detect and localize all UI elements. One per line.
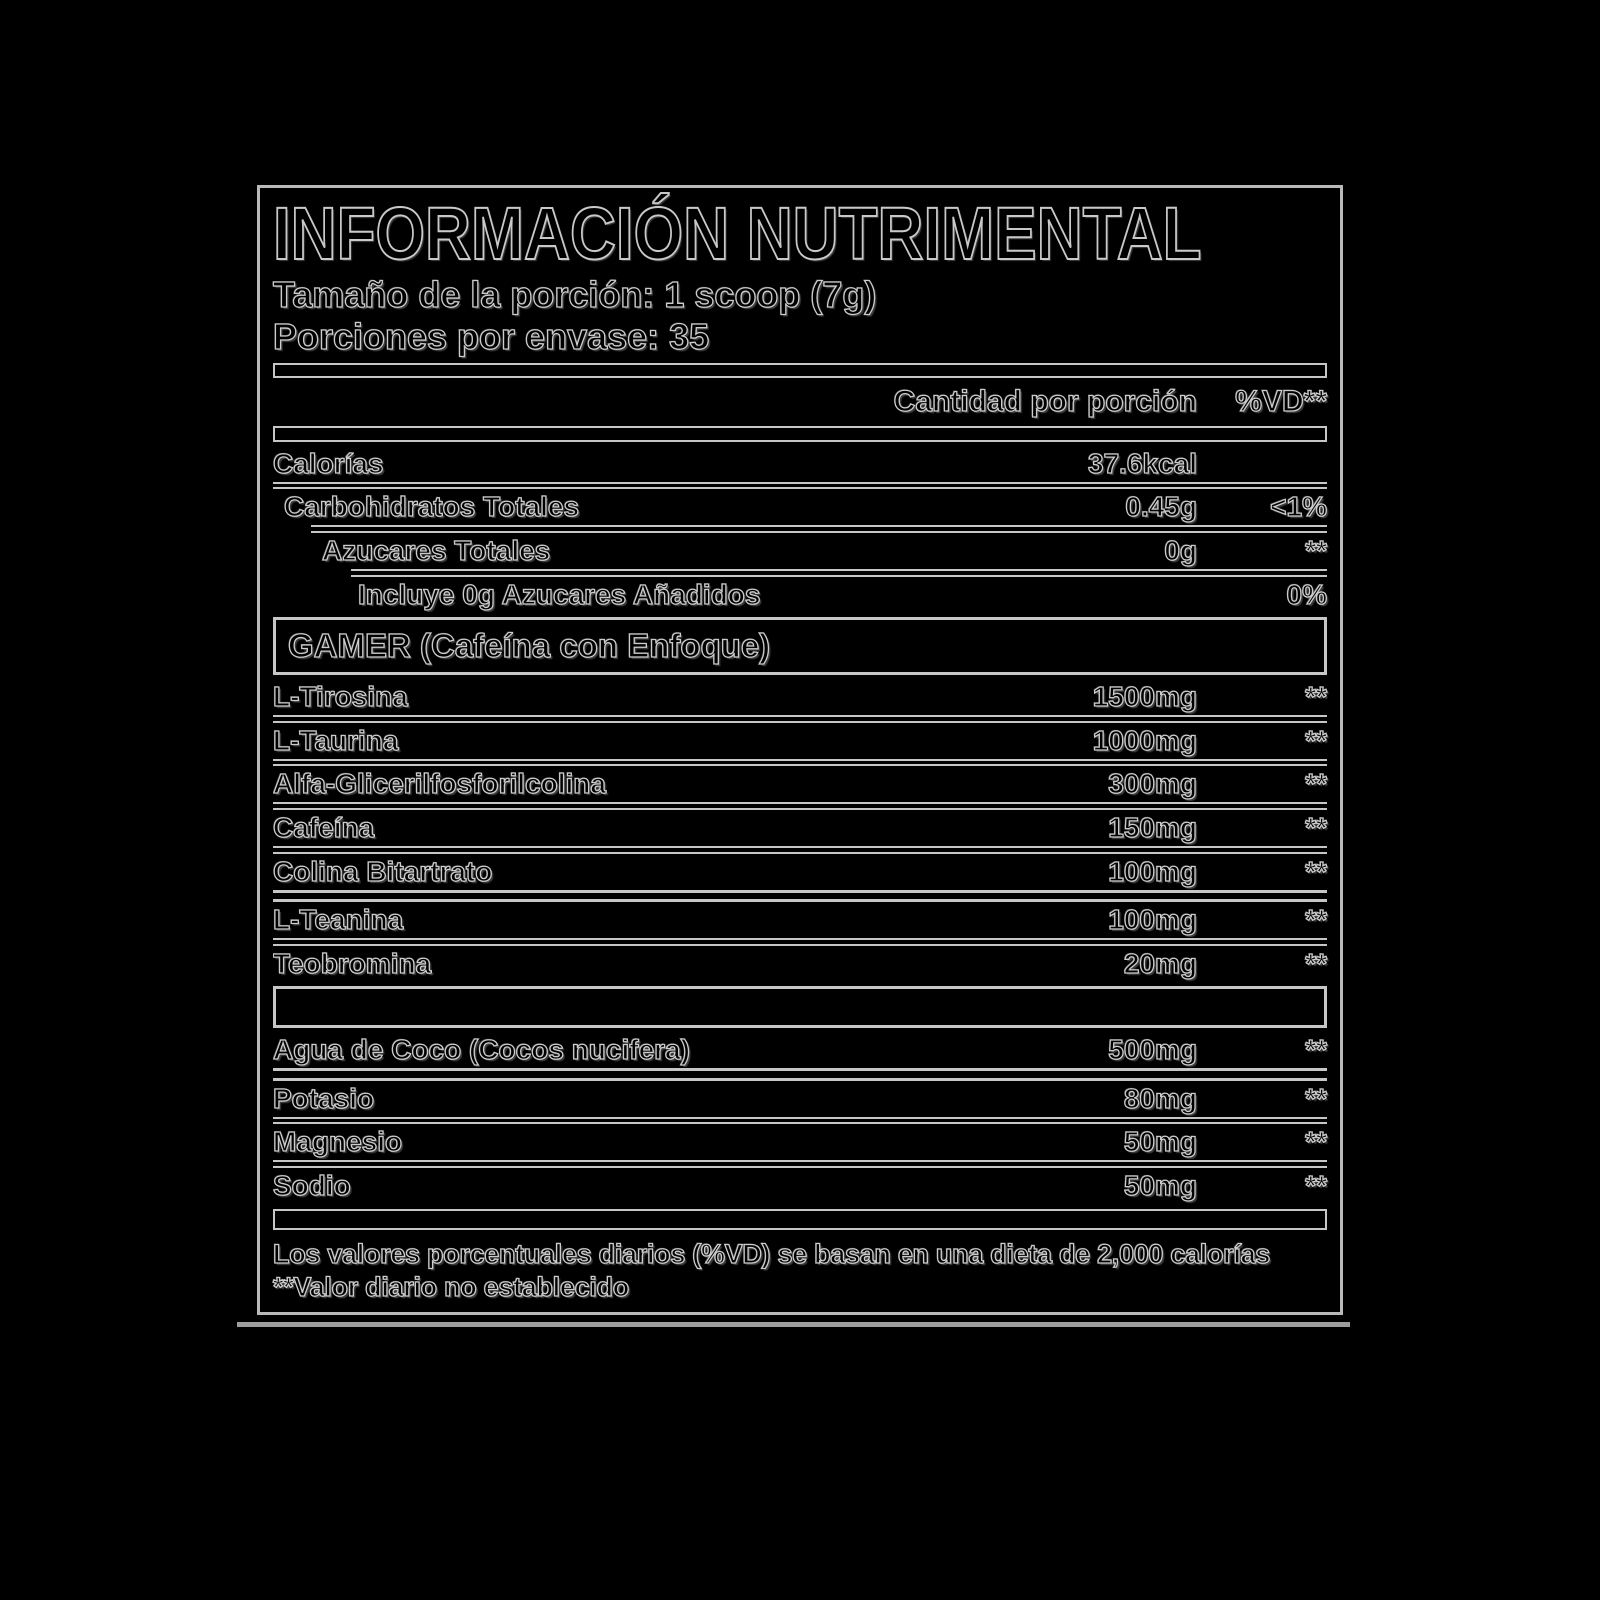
table-row-carbs	[273, 490, 1327, 524]
row-name: Alfa-Glicerilfosforilcolina	[273, 768, 606, 800]
row-separator	[273, 890, 1327, 903]
table-row-added-sugars	[273, 578, 1327, 612]
row-name: Calorías	[273, 447, 384, 479]
table-row-calories	[273, 447, 1327, 481]
row-separator	[273, 938, 1327, 946]
row-dv: **	[1305, 948, 1327, 980]
table-row-ingredient	[273, 1082, 1327, 1116]
row-separator	[273, 1117, 1327, 1125]
row-separator	[273, 1068, 1327, 1081]
separator-bar	[273, 1209, 1327, 1230]
row-separator	[273, 482, 1327, 490]
row-dv: <1%	[1270, 491, 1327, 523]
table-row-ingredient	[273, 680, 1327, 714]
row-amount: 1500mg	[1092, 680, 1197, 712]
row-dv: **	[1305, 1082, 1327, 1114]
row-name: Azucares Totales	[322, 535, 551, 566]
row-name: Colina Bitartrato	[273, 855, 493, 887]
table-row-ingredient	[273, 1125, 1327, 1159]
servings-per-container-line: Porciones por envase: 35	[273, 316, 710, 357]
table-row-ingredient	[273, 947, 1327, 981]
panel-title: INFORMACIÓN NUTRIMENTAL	[273, 192, 1202, 275]
nutrition-facts-panel	[257, 185, 1343, 1315]
row-separator	[351, 569, 1327, 577]
row-name: Cafeína	[273, 812, 375, 843]
footnote-dv-not-established: **Valor diario no establecido	[273, 1272, 629, 1302]
row-dv: **	[1305, 1034, 1327, 1066]
section-heading: GAMER (Cafeína con Enfoque)	[288, 626, 771, 664]
table-row-ingredient	[273, 855, 1327, 889]
row-amount: 50mg	[1123, 1170, 1197, 1202]
row-name: Incluye 0g Azucares Añadidos	[358, 578, 761, 610]
serving-size-line: Tamaño de la porción: 1 scoop (7g)	[273, 274, 877, 315]
column-header-daily-value: %VD**	[1235, 385, 1327, 419]
column-header-amount: Cantidad por porción	[893, 385, 1197, 419]
row-separator	[273, 846, 1327, 854]
row-amount: 500mg	[1108, 1034, 1197, 1066]
row-dv: **	[1305, 680, 1327, 712]
row-dv: **	[1305, 812, 1327, 843]
row-dv: **	[1305, 904, 1327, 936]
row-amount: 37.6kcal	[1088, 447, 1197, 479]
row-separator	[273, 1160, 1327, 1168]
row-dv: **	[1305, 1170, 1327, 1202]
table-row-ingredient	[273, 767, 1327, 801]
row-amount: 0.45g	[1125, 491, 1197, 523]
row-separator	[273, 802, 1327, 810]
row-separator	[311, 525, 1327, 533]
bottom-rule	[237, 1322, 1350, 1327]
table-row-ingredient	[273, 724, 1327, 758]
row-dv: **	[1305, 1126, 1327, 1158]
table-row-ingredient	[273, 1033, 1327, 1067]
section-heading-box-gamer	[273, 617, 1327, 675]
row-name: Sodio	[273, 1170, 351, 1202]
section-heading-box-empty	[273, 986, 1327, 1028]
row-amount: 80mg	[1123, 1082, 1197, 1114]
row-dv: 0%	[1286, 578, 1327, 610]
row-amount: 300mg	[1108, 768, 1197, 800]
row-amount: 100mg	[1108, 904, 1197, 936]
row-dv: **	[1305, 768, 1327, 800]
row-dv: **	[1305, 535, 1327, 566]
row-name: Potasio	[273, 1082, 375, 1114]
row-amount: 0g	[1164, 535, 1197, 566]
row-separator	[273, 715, 1327, 723]
row-amount: 1000mg	[1092, 724, 1197, 756]
table-row-ingredient	[273, 903, 1327, 937]
separator-bar	[273, 363, 1327, 378]
table-row-sugars	[273, 534, 1327, 568]
column-header-row	[273, 384, 1327, 420]
row-name: L-Teanina	[273, 904, 404, 936]
table-row-ingredient	[273, 1169, 1327, 1203]
row-amount: 50mg	[1123, 1126, 1197, 1158]
row-name: Carbohidratos Totales	[284, 491, 580, 523]
row-separator	[273, 759, 1327, 767]
row-name: L-Tirosina	[273, 680, 408, 712]
table-row-ingredient	[273, 811, 1327, 845]
separator-bar	[273, 426, 1327, 441]
row-dv: **	[1305, 855, 1327, 887]
row-amount: 20mg	[1123, 948, 1197, 980]
row-name: L-Taurina	[273, 724, 399, 756]
row-amount: 100mg	[1108, 855, 1197, 887]
footnote-daily-values: Los valores porcentuales diarios (%VD) se basan en una dieta de 2,000 calorías	[273, 1239, 1270, 1269]
row-name: Teobromina	[273, 948, 432, 980]
row-amount: 150mg	[1108, 812, 1197, 843]
row-name: Magnesio	[273, 1126, 403, 1158]
row-name: Agua de Coco (Cocos nucifera)	[273, 1034, 690, 1066]
row-dv: **	[1305, 724, 1327, 756]
